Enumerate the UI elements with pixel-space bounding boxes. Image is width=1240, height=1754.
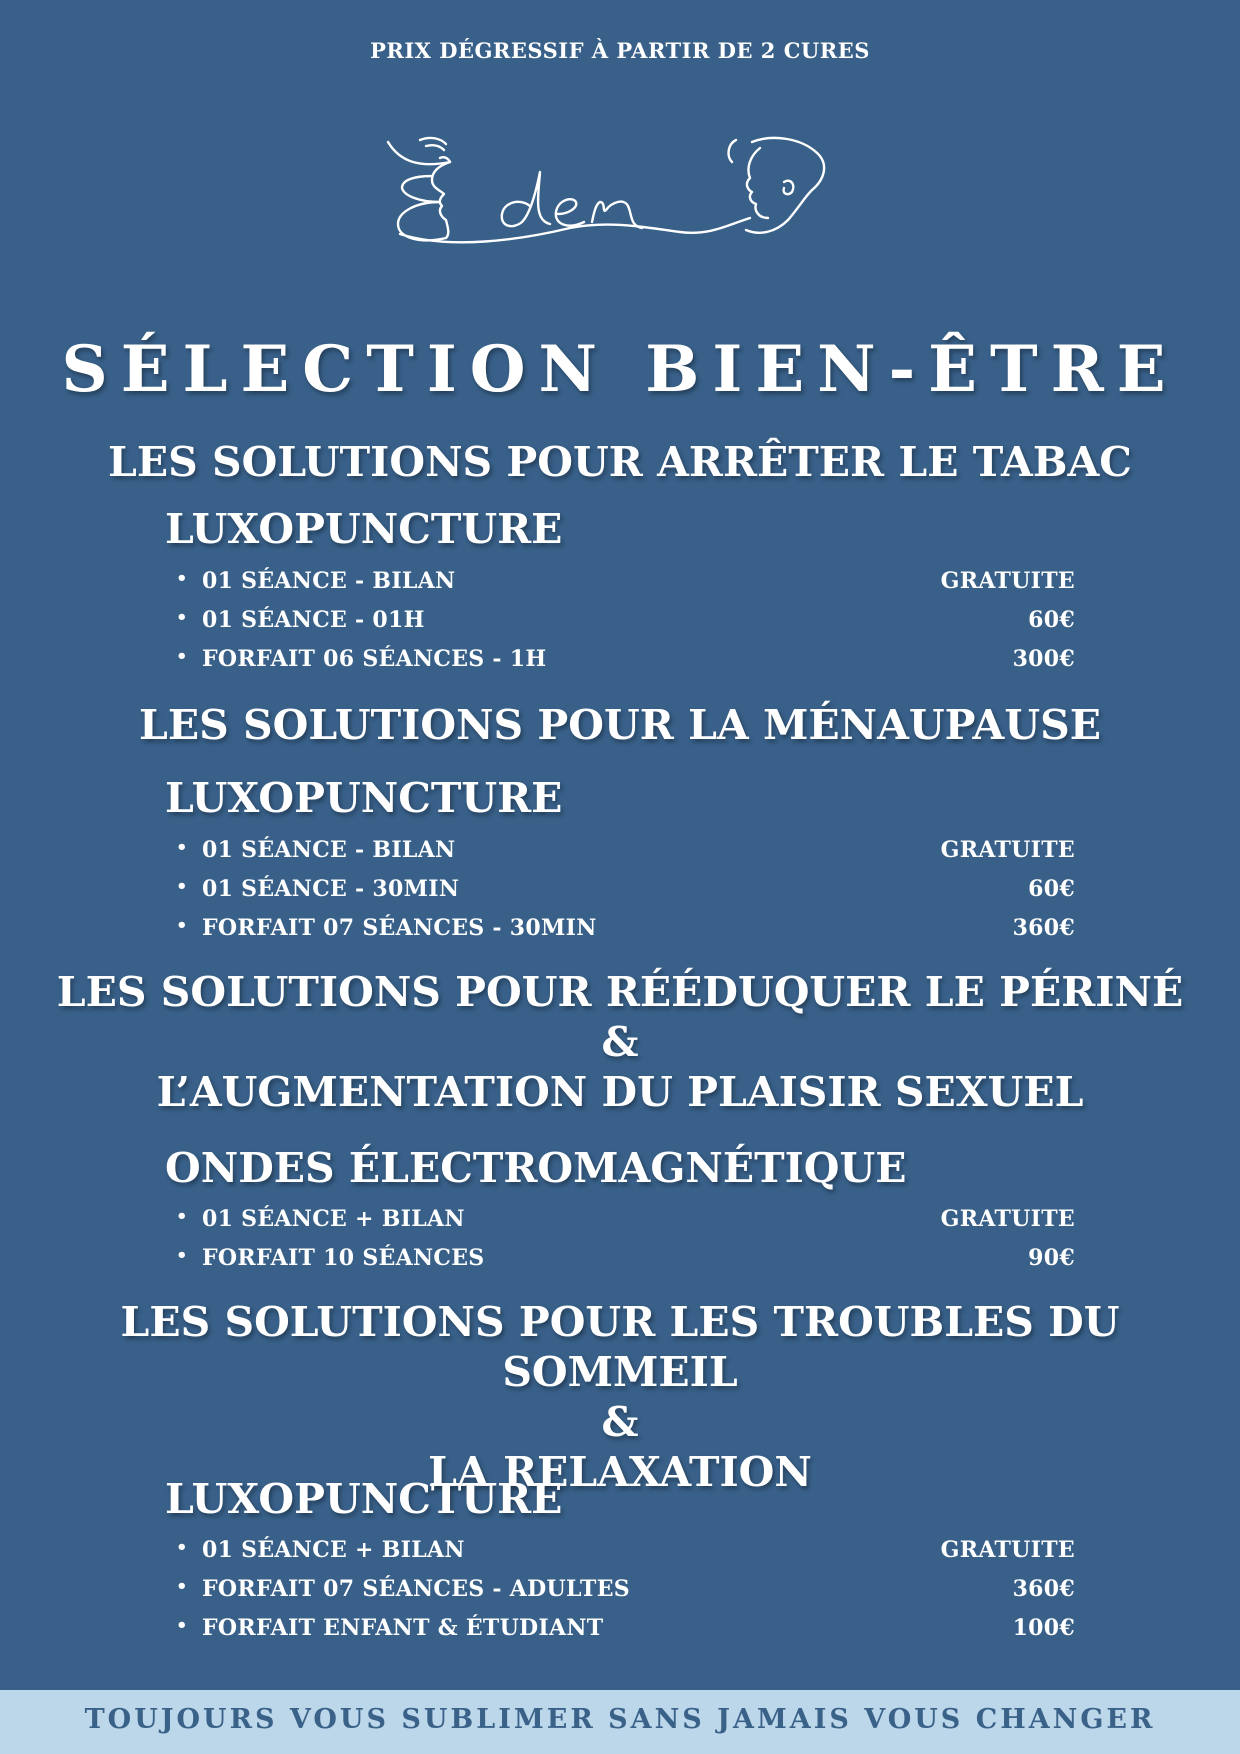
item-price: GRATUITE [940,1537,1075,1563]
item-label: FORFAIT 07 SÉANCES - ADULTES [202,1576,630,1602]
list-item [170,876,1075,915]
bullet-icon: • [176,1206,188,1227]
section-heading [0,700,1240,750]
item-price: 360€ [1012,915,1075,941]
item-price: 90€ [1028,1245,1075,1271]
item-price: GRATUITE [940,1206,1075,1232]
footer-tagline: TOUJOURS VOUS SUBLIMER SANS JAMAIS VOUS CHANGER [84,1704,1156,1735]
price-list [170,1206,1075,1284]
treatment-title: LUXOPUNCTURE [165,1475,563,1523]
section-heading [0,1297,1240,1497]
item-label: 01 SÉANCE + BILAN [202,1206,465,1232]
section-heading-line: & [601,1018,639,1066]
bullet-icon: • [176,607,188,628]
section-heading-line: LES SOLUTIONS POUR LES TROUBLES DU SOMMEIL [120,1298,1120,1396]
treatment-title: LUXOPUNCTURE [165,505,563,553]
item-label: 01 SÉANCE - BILAN [202,837,456,863]
item-label: 01 SÉANCE - 30MIN [202,876,460,902]
list-item [170,1245,1075,1284]
item-label: 01 SÉANCE + BILAN [202,1537,465,1563]
list-item [170,568,1075,607]
item-price: 60€ [1028,607,1075,633]
bullet-icon: • [176,915,188,936]
footer-band [0,1690,1240,1754]
list-item [170,1206,1075,1245]
bullet-icon: • [176,1615,188,1636]
item-label: FORFAIT 10 SÉANCES [202,1245,485,1271]
item-label: 01 SÉANCE - 01H [202,607,425,633]
bullet-icon: • [176,876,188,897]
section-heading-line: LES SOLUTIONS POUR RÉÉDUQUER LE PÉRINÉ [56,968,1184,1016]
section-heading [0,967,1240,1117]
section-heading-line: & [601,1398,639,1446]
item-label: FORFAIT ENFANT & ÉTUDIANT [202,1615,604,1641]
page-title: SÉLECTION BIEN-ÊTRE [61,332,1179,407]
price-list [170,568,1075,685]
list-item [170,607,1075,646]
item-price: GRATUITE [940,837,1075,863]
price-list [170,837,1075,954]
item-price: 360€ [1012,1576,1075,1602]
list-item [170,915,1075,954]
section-heading-line: LES SOLUTIONS POUR ARRÊTER LE TABAC [108,438,1132,486]
bullet-icon: • [176,646,188,667]
list-item [170,837,1075,876]
item-label: FORFAIT 06 SÉANCES - 1H [202,646,547,672]
item-price: 300€ [1012,646,1075,672]
treatment-title: ONDES ÉLECTROMAGNÉTIQUE [165,1144,907,1192]
item-price: 100€ [1012,1615,1075,1641]
top-note: PRIX DÉGRESSIF À PARTIR DE 2 CURES [370,38,870,63]
list-item [170,646,1075,685]
bullet-icon: • [176,1245,188,1266]
list-item [170,1615,1075,1654]
item-price: 60€ [1028,876,1075,902]
list-item [170,1576,1075,1615]
section-heading-line: LA RELAXATION [428,1448,812,1496]
bullet-icon: • [176,837,188,858]
section-heading-line: L’AUGMENTATION DU PLAISIR SEXUEL [156,1068,1084,1116]
item-price: GRATUITE [940,568,1075,594]
eden-logo [380,132,860,262]
treatment-title: LUXOPUNCTURE [165,774,563,822]
list-item [170,1537,1075,1576]
item-label: 01 SÉANCE - BILAN [202,568,456,594]
section-heading-line: LES SOLUTIONS POUR LA MÉNAUPAUSE [139,701,1101,749]
item-label: FORFAIT 07 SÉANCES - 30MIN [202,915,597,941]
bullet-icon: • [176,1576,188,1597]
bullet-icon: • [176,568,188,589]
price-list [170,1537,1075,1654]
section-heading [0,437,1240,487]
bullet-icon: • [176,1537,188,1558]
